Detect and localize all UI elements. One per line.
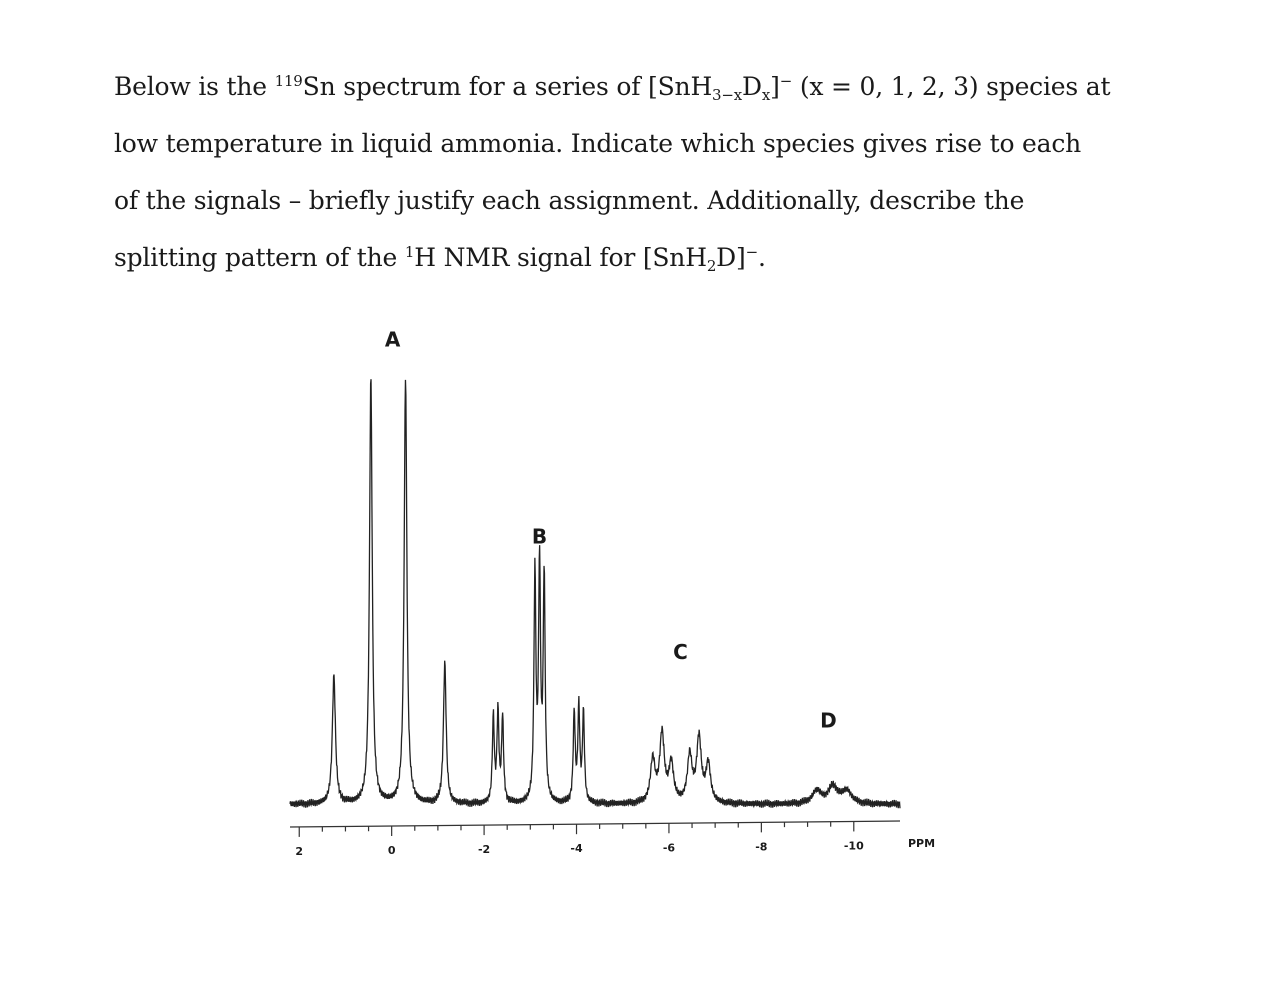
- x-tick-label: -4: [570, 842, 583, 856]
- x-axis-tick-labels: [295, 839, 864, 857]
- text-segment: Below is the: [114, 72, 275, 101]
- peak-labels: [385, 327, 837, 732]
- text-segment: D: [742, 72, 762, 101]
- peak-label-b: B: [531, 524, 548, 549]
- x-tick-label: 0: [387, 844, 396, 857]
- spectrum-trace: [290, 379, 900, 808]
- x-tick-label: -6: [662, 841, 676, 855]
- question-line-2: low temperature in liquid ammonia. Indicate which species gives rise to each: [114, 129, 1082, 158]
- peak-label-d: D: [820, 708, 837, 733]
- x-axis-line: [290, 821, 900, 827]
- text-segment: H NMR signal for [SnH: [414, 243, 707, 272]
- hydrogen-subscript: 2: [706, 257, 717, 275]
- hydrogen-subscript: 3−x: [712, 86, 743, 104]
- charge-superscript: −: [779, 72, 793, 90]
- mass-superscript: 1: [404, 243, 415, 261]
- charge-superscript: −: [745, 243, 758, 261]
- question-line-3: of the signals – briefly justify each assignment. Additionally, describe the: [114, 186, 1025, 215]
- text-segment: .: [757, 243, 766, 272]
- text-segment: D]: [716, 243, 746, 272]
- x-tick-label: 2: [295, 844, 304, 858]
- text-segment: ]: [770, 72, 780, 101]
- deuterium-subscript: x: [761, 86, 771, 104]
- text-segment: splitting pattern of the: [114, 243, 405, 272]
- question-line-4: [114, 229, 1144, 286]
- question-text: [114, 58, 1144, 286]
- x-axis-unit-label: PPM: [908, 837, 936, 850]
- nmr-spectrum-chart: [270, 327, 950, 875]
- peak-label-c: C: [673, 639, 688, 664]
- question-line-1: [114, 58, 1144, 115]
- isotope-superscript: 119: [274, 72, 303, 90]
- x-tick-label: -2: [477, 843, 491, 857]
- text-segment: (x = 0, 1, 2, 3) species at: [792, 72, 1111, 101]
- text-segment: Sn spectrum for a series of [SnH: [302, 72, 713, 101]
- x-tick-label: -8: [755, 840, 768, 854]
- peak-label-a: A: [384, 327, 401, 352]
- x-tick-label: -10: [843, 839, 864, 853]
